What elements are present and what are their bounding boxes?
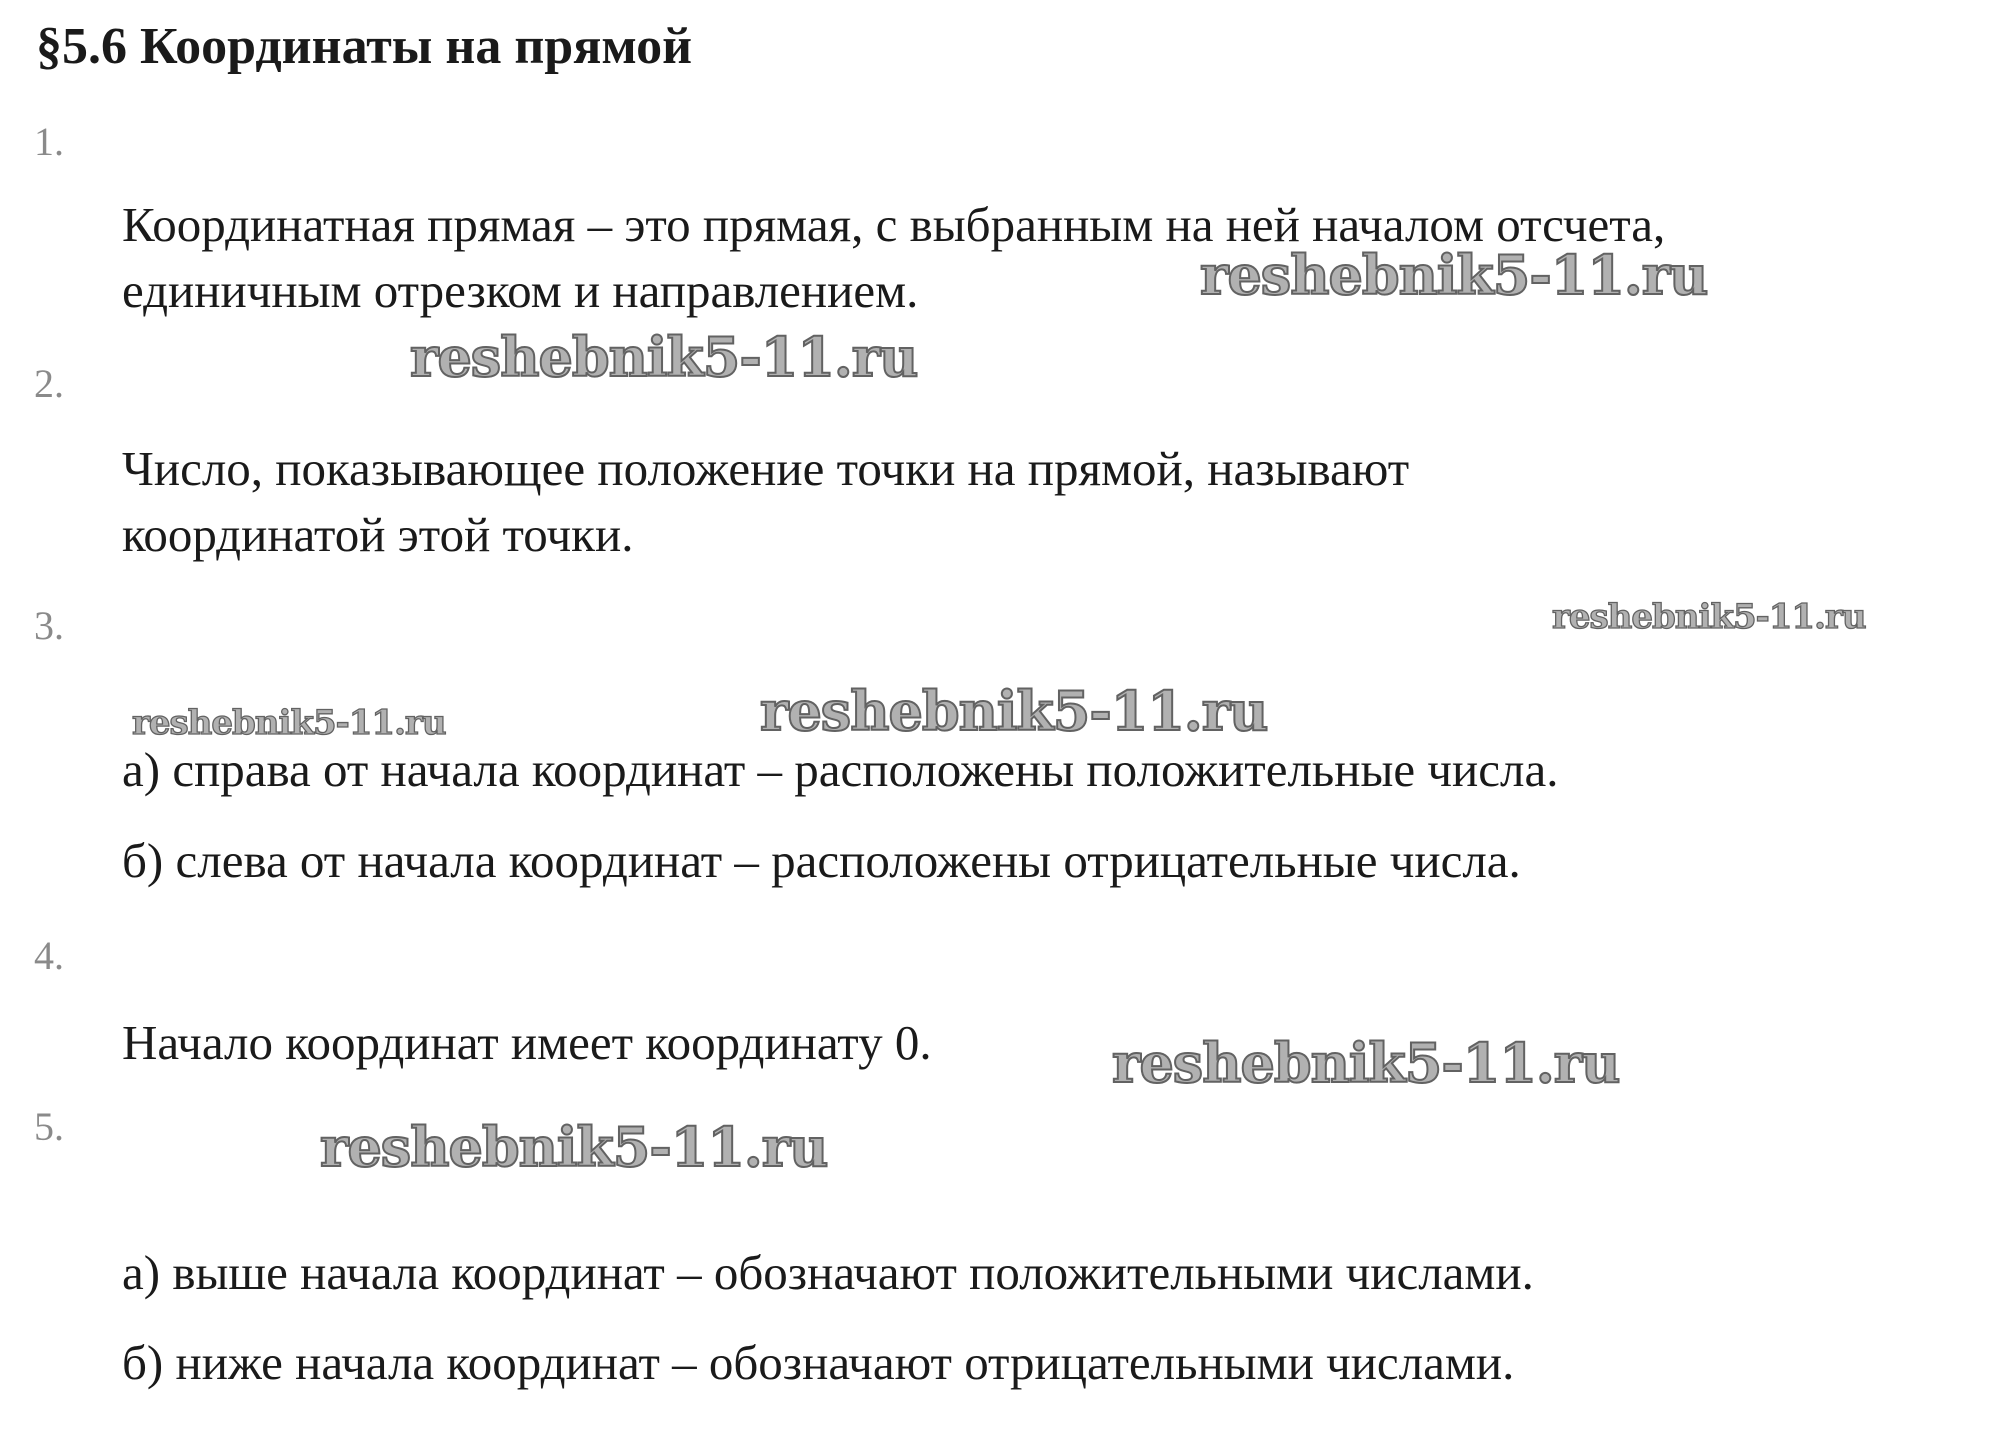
watermark: reshebnik5-11.ru <box>760 679 1268 743</box>
page-title: §5.6 Координаты на прямой <box>36 18 693 75</box>
item-text-line: а) справа от начала координат – расположены положительные числа. <box>122 742 1559 797</box>
item-number: 1. <box>34 119 64 164</box>
item-text-line: координатой этой точки. <box>122 507 634 562</box>
item-number: 3. <box>34 603 64 648</box>
item-number: 4. <box>34 933 64 978</box>
item-text-line: Число, показывающее положение точки на прямой, называют <box>122 441 1410 496</box>
watermark: reshebnik5-11.ru <box>132 703 446 743</box>
item-text-line: Начало координат имеет координату 0. <box>122 1015 932 1070</box>
watermark: reshebnik5-11.ru <box>1112 1031 1620 1095</box>
item-number: 5. <box>34 1104 64 1149</box>
item-text-line: Координатная прямая – это прямая, с выбранным на ней началом отсчета, <box>122 197 1666 252</box>
watermark: reshebnik5-11.ru <box>1200 243 1708 307</box>
watermark: reshebnik5-11.ru <box>320 1115 828 1179</box>
item-text-line: единичным отрезком и направлением. <box>122 263 919 318</box>
item-text-line: а) выше начала координат – обозначают положительными числами. <box>122 1245 1534 1300</box>
item-text-line: б) слева от начала координат – расположены отрицательные числа. <box>122 833 1521 888</box>
item-number: 2. <box>34 361 64 406</box>
watermark: reshebnik5-11.ru <box>410 325 918 389</box>
item-text-line: б) ниже начала координат – обозначают отрицательными числами. <box>122 1335 1515 1390</box>
watermark: reshebnik5-11.ru <box>1552 597 1866 637</box>
